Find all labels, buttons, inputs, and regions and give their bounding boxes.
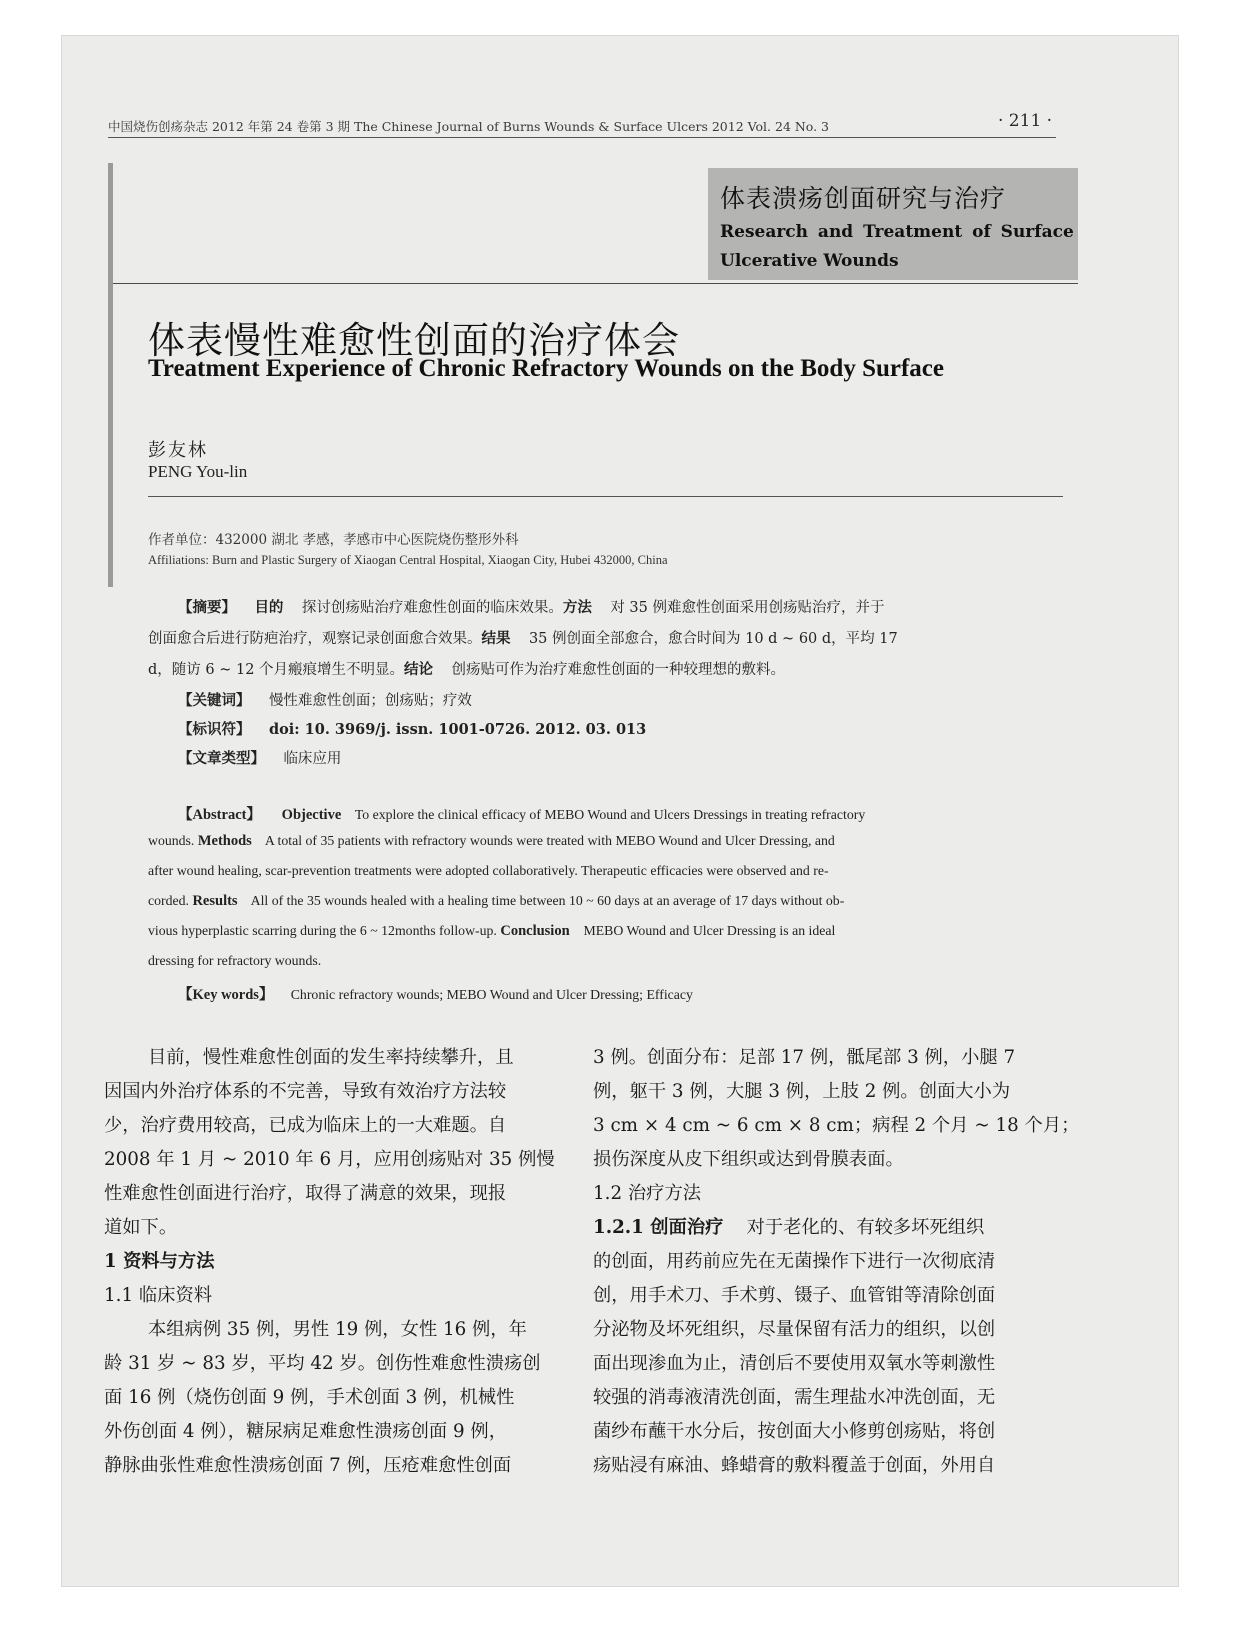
affiliation-en: Affiliations: Burn and Plastic Surgery of Xiaogan Central Hospital, Xiaogan City, Hubei 432000, China — [148, 553, 668, 567]
body-left-line: 性难愈性创面进行治疗，取得了满意的效果，现报 — [104, 1183, 507, 1204]
body-right-line: 的创面，用药前应先在无菌操作下进行一次彻底清 — [593, 1251, 996, 1272]
author-rule — [148, 496, 1063, 497]
abstract-en-line4-b: All of the 35 wounds healed with a healing time between 10 ~ 60 days at an average of 17 days without ob- — [250, 893, 845, 908]
abstract-en-line2-a: wounds. — [148, 833, 195, 848]
subsection-heading-1-1: 1.1 临床资料 — [104, 1285, 213, 1306]
abstract-en-line4-a: corded. — [148, 893, 189, 908]
body-left-line: 本组病例 35 例，男性 19 例，女性 16 例，年 — [148, 1319, 527, 1340]
abstract-en-line6: dressing for refractory wounds. — [148, 953, 322, 968]
keywords-cn: 慢性难愈性创面；创疡贴；疗效 — [268, 693, 472, 709]
abstract-cn-objective: 探讨创疡贴治疗难愈性创面的临床效果。 — [301, 600, 563, 616]
abstract-en-line5-b: MEBO Wound and Ulcer Dressing is an ideal — [583, 923, 836, 938]
abstract-cn-methods-a: 对 35 例难愈性创面采用创疡贴治疗，并于 — [610, 600, 885, 616]
abstract-cn-results-b: d，随访 6 ~ 12 个月瘢痕增生不明显。 — [148, 662, 405, 678]
article-title-en: Treatment Experience of Chronic Refractory Wounds on the Body Surface — [148, 355, 944, 382]
affiliation-cn: 作者单位：432000 湖北 孝感，孝感市中心医院烧伤整形外科 — [148, 532, 519, 548]
keywords-cn-row — [178, 689, 472, 710]
section-heading-1: 1 资料与方法 — [104, 1251, 215, 1272]
abstract-cn-results-a: 35 例创面全部愈合，愈合时间为 10 d ~ 60 d，平均 17 — [528, 631, 898, 647]
keywords-cn-label: 【关键词】 — [178, 692, 251, 709]
page-number: · 211 · — [998, 111, 1053, 131]
category-title-en-line1: Research and Treatment of Surface — [720, 222, 1074, 242]
abstract-cn-line1 — [178, 596, 884, 617]
abstract-cn-line3 — [148, 658, 785, 679]
abstract-en-line3: after wound healing, scar-prevention treatments were adopted collaboratively. Therapeutic efficacies were observed and re- — [148, 863, 829, 878]
body-right-line: 较强的消毒液清洗创面，需生理盐水冲洗创面，无 — [593, 1387, 996, 1408]
subsection-heading-1-2: 1.2 治疗方法 — [593, 1183, 702, 1204]
keywords-en: Chronic refractory wounds; MEBO Wound and Ulcer Dressing; Efficacy — [290, 987, 693, 1002]
keywords-en-row — [178, 983, 693, 1004]
body-left-line: 因国内外治疗体系的不完善，导致有效治疗方法较 — [104, 1081, 507, 1102]
abstract-en-line1-text: To explore the clinical efficacy of MEBO Wound and Ulcers Dressings in treating refractory — [354, 807, 866, 822]
category-title-cn: 体表溃疡创面研究与治疗 — [720, 184, 1007, 213]
abstract-cn-label: 【摘要】 — [178, 599, 236, 616]
body-left-line: 目前，慢性难愈性创面的发生率持续攀升，且 — [148, 1047, 514, 1068]
subsection-heading-1-2-1: 1.2.1 创面治疗 — [593, 1217, 724, 1238]
category-title-en-line2: Ulcerative Wounds — [720, 251, 899, 271]
doi: doi: 10. 3969/j. issn. 1001-0726. 2012. 03. 013 — [268, 721, 647, 738]
article-title-cn: 体表慢性难愈性创面的治疗体会 — [148, 319, 680, 362]
body-left-line: 面 16 例（烧伤创面 9 例，手术创面 3 例，机械性 — [104, 1387, 515, 1408]
abstract-en-results-label: Results — [192, 893, 238, 909]
abstract-en-label: 【Abstract】 — [178, 807, 261, 823]
abstract-en-objective-label: Objective — [281, 807, 342, 823]
abstract-cn-methods-label: 方法 — [562, 599, 592, 616]
body-right-line: 例，躯干 3 例，大腿 3 例，上肢 2 例。创面大小为 — [593, 1081, 1011, 1102]
abstract-en-conclusion-label: Conclusion — [500, 923, 570, 939]
abstract-en-methods-label: Methods — [197, 833, 252, 849]
body-right-line: 损伤深度从皮下组织或达到骨膜表面。 — [593, 1149, 904, 1170]
abstract-cn-methods-b: 创面愈合后进行防疤治疗，观察记录创面愈合效果。 — [148, 631, 482, 647]
abstract-en-line2 — [148, 833, 835, 850]
doi-row — [178, 718, 646, 739]
doi-label: 【标识符】 — [178, 721, 251, 738]
body-right-line: 分泌物及坏死组织，尽量保留有活力的组织，以创 — [593, 1319, 996, 1340]
body-right-line: 3 cm × 4 cm ~ 6 cm × 8 cm；病程 2 个月 ~ 18 个月； — [593, 1115, 1080, 1136]
running-header: 中国烧伤创疡杂志 2012 年第 24 卷第 3 期 The Chinese Journal of Burns Wounds & Surface Ulcers 2012 Vol. 24 No. 3 — [108, 119, 830, 134]
body-left-line: 道如下。 — [104, 1217, 178, 1238]
body-left-line: 静脉曲张性难愈性溃疡创面 7 例，压疮难愈性创面 — [104, 1455, 512, 1476]
body-left-line: 2008 年 1 月 ~ 2010 年 6 月，应用创疡贴对 35 例慢 — [104, 1149, 555, 1170]
abstract-cn-objective-label: 目的 — [254, 599, 284, 616]
abstract-en-line5 — [148, 923, 835, 940]
abstract-en-line5-a: vious hyperplastic scarring during the 6 ~ 12months follow-up. — [148, 923, 497, 938]
article-type-label: 【文章类型】 — [178, 750, 265, 767]
body-right-line: 3 例。创面分布：足部 17 例，骶尾部 3 例，小腿 7 — [593, 1047, 1016, 1068]
abstract-cn-results-label: 结果 — [481, 630, 511, 647]
side-bar — [108, 163, 113, 587]
article-type: 临床应用 — [283, 751, 342, 767]
body-right-line: 创，用手术刀、手术剪、镊子、血管钳等清除创面 — [593, 1285, 996, 1306]
body-left-line: 少，治疗费用较高，已成为临床上的一大难题。自 — [104, 1115, 507, 1136]
body-left-line: 外伤创面 4 例），糖尿病足难愈性溃疡创面 9 例， — [104, 1421, 507, 1442]
header-rule — [108, 137, 1056, 138]
article-type-row — [178, 747, 341, 768]
body-right-line: 面出现渗血为止，清创后不要使用双氧水等刺激性 — [593, 1353, 996, 1374]
author-cn: 彭友林 — [148, 440, 208, 461]
abstract-en-line4 — [148, 893, 844, 910]
category-rule — [113, 283, 1078, 284]
subsection-1-2-1-row — [593, 1213, 984, 1239]
body-right-line: 对于老化的、有较多坏死组织 — [746, 1217, 985, 1238]
abstract-cn-conclusion: 创疡贴可作为治疗难愈性创面的一种较理想的敷料。 — [451, 662, 785, 678]
keywords-en-label: 【Key words】 — [178, 987, 274, 1003]
body-right-line: 疡贴浸有麻油、蜂蜡膏的敷料覆盖于创面，外用自 — [593, 1455, 996, 1476]
abstract-en-line2-b: A total of 35 patients with refractory wounds were treated with MEBO Wound and Ulcer Dressing, and — [264, 833, 835, 848]
abstract-en-line1 — [178, 803, 865, 824]
abstract-cn-conclusion-label: 结论 — [404, 661, 434, 678]
body-left-line: 龄 31 岁 ~ 83 岁，平均 42 岁。创伤性难愈性溃疡创 — [104, 1353, 541, 1374]
body-right-line: 菌纱布蘸干水分后，按创面大小修剪创疡贴，将创 — [593, 1421, 996, 1442]
abstract-cn-line2 — [148, 627, 898, 648]
author-en: PENG You-lin — [148, 462, 248, 481]
